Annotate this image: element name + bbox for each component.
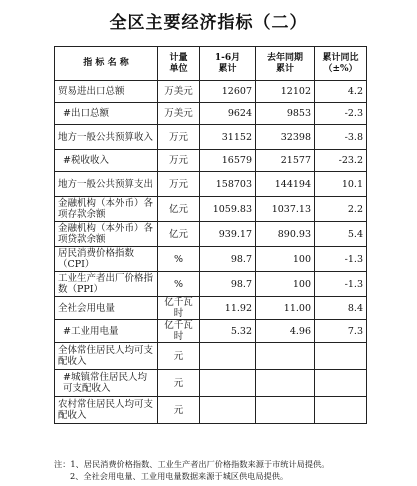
page-title: 全区主要经济指标（二）: [109, 13, 308, 33]
row-previous: 11.00: [256, 297, 315, 320]
table-row: [55, 397, 367, 424]
row-previous: 100: [256, 272, 315, 297]
row-name: #工业用电量: [55, 320, 158, 343]
row-growth: 10.1: [315, 172, 367, 197]
row-previous: 1037.13: [256, 197, 315, 222]
row-growth: 2.2: [315, 197, 367, 222]
table-row: [55, 103, 367, 125]
row-name: 地方一般公共预算收入: [55, 125, 158, 150]
row-current: 9624: [200, 103, 256, 125]
row-current: 11.92: [200, 297, 256, 320]
row-current: [200, 343, 256, 370]
table-row: [55, 125, 367, 150]
row-previous: 21577: [256, 150, 315, 172]
header-previous: 去年同期 累计: [256, 47, 315, 81]
row-growth: -1.3: [315, 272, 367, 297]
row-name: #出口总额: [55, 103, 158, 125]
table-row: [55, 272, 367, 297]
row-name: 居民消费价格指数（CPI）: [55, 247, 158, 272]
row-previous: 890.93: [256, 222, 315, 247]
row-unit: 元: [158, 370, 200, 397]
row-current: [200, 397, 256, 424]
table-row: [55, 81, 367, 103]
row-unit: 亿元: [158, 197, 200, 222]
row-previous: 100: [256, 247, 315, 272]
row-current: 939.17: [200, 222, 256, 247]
row-current: 98.7: [200, 272, 256, 297]
footnote-1: 注：1、居民消费价格指数、工业生产者出厂价格指数来源于市统计局提供。: [54, 459, 330, 469]
row-current: 5.32: [200, 320, 256, 343]
row-name: 全体常住居民人均可支配收入: [55, 343, 158, 370]
table-row: [55, 247, 367, 272]
row-unit: 万元: [158, 172, 200, 197]
row-previous: [256, 343, 315, 370]
row-name: #城镇常住居民人均可支配收入: [55, 370, 158, 397]
row-current: 31152: [200, 125, 256, 150]
row-growth: [315, 397, 367, 424]
row-previous: 4.96: [256, 320, 315, 343]
row-growth: 8.4: [315, 297, 367, 320]
row-name: 农村常住居民人均可支配收入: [55, 397, 158, 424]
row-growth: -23.2: [315, 150, 367, 172]
row-unit: 亿千瓦时: [158, 320, 200, 343]
row-unit: 万元: [158, 125, 200, 150]
row-growth: -3.8: [315, 125, 367, 150]
row-name: 金融机构（本外币）各项存款余额: [55, 197, 158, 222]
row-previous: 12102: [256, 81, 315, 103]
table-row: [55, 172, 367, 197]
row-growth: 5.4: [315, 222, 367, 247]
table-row: [55, 197, 367, 222]
header-unit: 计量 单位: [158, 47, 200, 81]
footnotes: [54, 458, 414, 482]
row-previous: [256, 370, 315, 397]
row-growth: 7.3: [315, 320, 367, 343]
row-unit: 亿千瓦时: [158, 297, 200, 320]
row-name: #税收收入: [55, 150, 158, 172]
row-current: 98.7: [200, 247, 256, 272]
row-current: 16579: [200, 150, 256, 172]
row-unit: %: [158, 247, 200, 272]
footnote-2: 2、全社会用电量、工业用电量数据来源于城区供电局提供。: [70, 471, 289, 481]
row-previous: 32398: [256, 125, 315, 150]
row-name: 金融机构（本外币）各项贷款余额: [55, 222, 158, 247]
row-unit: 元: [158, 343, 200, 370]
table-row: [55, 150, 367, 172]
table-row: [55, 370, 367, 397]
row-unit: 万元: [158, 150, 200, 172]
row-growth: -2.3: [315, 103, 367, 125]
table-row: [55, 297, 367, 320]
row-current: [200, 370, 256, 397]
row-current: 1059.83: [200, 197, 256, 222]
header-current: 1-6月 累计: [200, 47, 256, 81]
row-growth: [315, 343, 367, 370]
row-name: 地方一般公共预算支出: [55, 172, 158, 197]
economic-indicators-table: [54, 46, 367, 424]
row-name: 全社会用电量: [55, 297, 158, 320]
row-current: 158703: [200, 172, 256, 197]
row-unit: 亿元: [158, 222, 200, 247]
row-unit: 万美元: [158, 103, 200, 125]
header-name: 指 标 名 称: [55, 47, 158, 81]
header-growth: 累计同比 （±%）: [315, 47, 367, 81]
row-growth: -1.3: [315, 247, 367, 272]
row-previous: 144194: [256, 172, 315, 197]
row-name: 贸易进出口总额: [55, 81, 158, 103]
table-row: [55, 222, 367, 247]
table-row: [55, 320, 367, 343]
row-unit: 元: [158, 397, 200, 424]
row-previous: [256, 397, 315, 424]
row-previous: 9853: [256, 103, 315, 125]
table-header-row: [55, 47, 367, 81]
row-growth: 4.2: [315, 81, 367, 103]
row-growth: [315, 370, 367, 397]
table-row: [55, 343, 367, 370]
row-current: 12607: [200, 81, 256, 103]
row-unit: 万美元: [158, 81, 200, 103]
row-unit: %: [158, 272, 200, 297]
row-name: 工业生产者出厂价格指数（PPI）: [55, 272, 158, 297]
